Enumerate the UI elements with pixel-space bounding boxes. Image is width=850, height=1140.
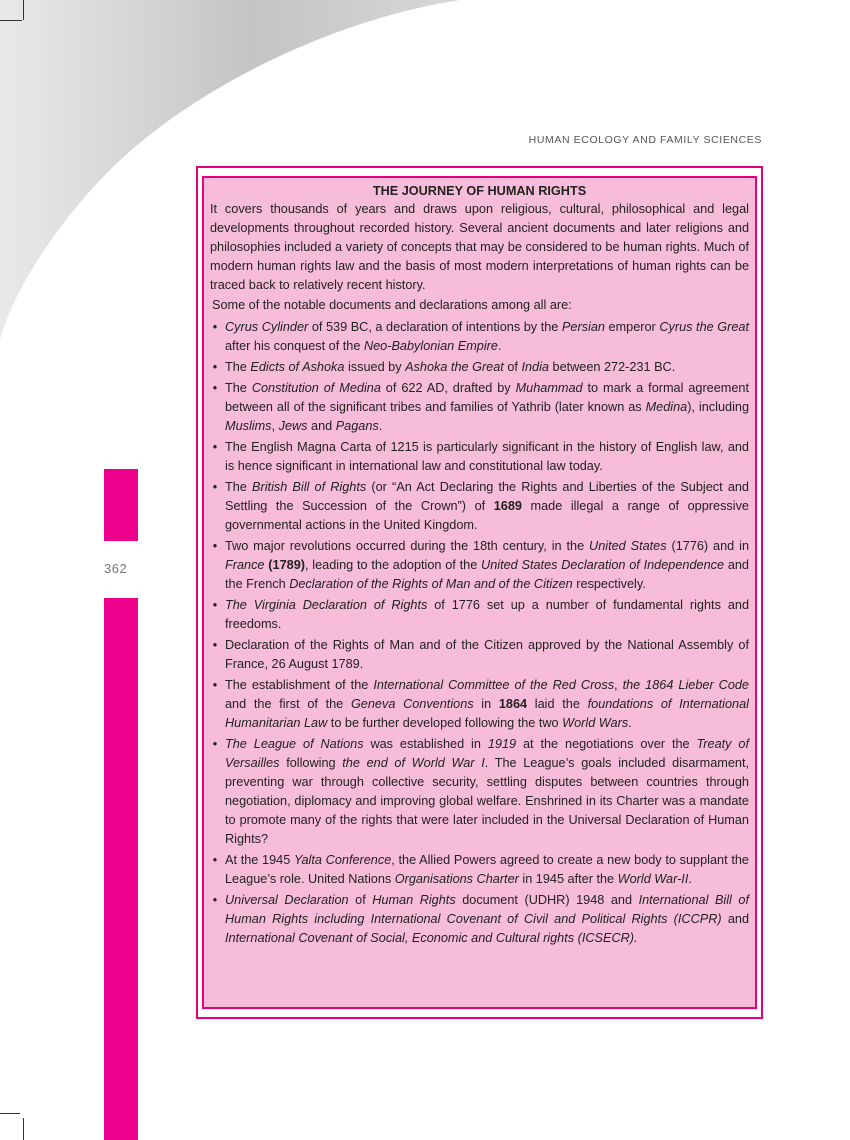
list-item-text: The establishment of the [225, 678, 374, 692]
list-item-text: Neo-Babylonian Empire [363, 339, 498, 353]
list-item-text: laid the [527, 697, 588, 711]
list-item-text: of 622 AD, drafted by [380, 381, 516, 395]
list-item-text: in 1945 after the [518, 872, 618, 886]
list-item-text: emperor [604, 320, 660, 334]
list-item-text: to mark a formal agreement between all of the significant tribes and families of Yathrib (later known as [225, 381, 750, 414]
list-item-text: of 539 BC, a declaration of intentions by the [308, 320, 562, 334]
crop-mark-top-left-v [23, 0, 24, 20]
list-item [210, 596, 749, 634]
list-item-text: Declaration of the Rights of Man and of the Citizen approved by the National Assembly of France, 26 August 1789. [225, 638, 749, 671]
list-item [210, 891, 749, 948]
list-item [210, 478, 749, 535]
list-item-text: International Bill of Human Rights including International Covenant of Civil and Political Rights (ICCPR) [225, 893, 749, 926]
list-item [210, 438, 749, 476]
list-item-text: At the 1945 [225, 853, 294, 867]
list-item-text: the end of World War I [342, 756, 485, 770]
list-item-text: to be further developed following the two [327, 716, 563, 730]
list-item-text: . The League’s goals included disarmament, preventing war through collective security, settling disputes between countries through negotiation, diplomacy and improving global welfare. Enshrined in its Charter was a mandate to promote many of the rights that were later included in the Universal Declaration of Human Rights? [225, 756, 749, 846]
bullet-icon: • [212, 440, 218, 454]
list-item-text: the 1864 Lieber Code [622, 678, 749, 692]
list-item [210, 851, 749, 889]
list-item-text: at the negotiations over the [516, 737, 697, 751]
list-item-text: . [378, 419, 383, 433]
crop-mark-top-left-h [0, 20, 22, 21]
list-item-text: made illegal a range of oppressive governmental actions in the United Kingdom. [225, 499, 749, 532]
list-item-text: foundations of International Humanitarian Law [225, 697, 749, 730]
list-item-text: Ashoka the Great [405, 360, 504, 374]
list-item-text: and the French [225, 558, 749, 591]
list-item-text: 1864 [498, 697, 528, 711]
list-item [210, 636, 749, 674]
bullet-icon: • [212, 893, 218, 907]
list-item-text: ), including [687, 400, 749, 414]
list-item-text: . [688, 872, 692, 886]
list-item-text: The Virginia Declaration of Rights [225, 598, 428, 612]
list-item-text: The [225, 360, 251, 374]
list-item-text: Jews [278, 419, 308, 433]
info-box-frame [196, 166, 763, 1019]
declarations-list [210, 318, 749, 948]
list-item-text: Constitution of Medina [251, 381, 381, 395]
list-item-text: International Committee of the Red Cross [373, 678, 615, 692]
list-item-text: Yalta Conference [293, 853, 392, 867]
list-item-text: The League of Nations [225, 737, 364, 751]
list-item [210, 379, 749, 436]
bullet-icon: • [212, 360, 218, 374]
bullet-icon: • [212, 539, 218, 553]
list-item [210, 537, 749, 594]
list-item-text: document (UDHR) 1948 and [455, 893, 639, 907]
list-item-text: The [225, 480, 253, 494]
list-item-text: India [521, 360, 549, 374]
list-item-text: Persian [561, 320, 605, 334]
bullet-icon: • [212, 853, 218, 867]
list-item-text: issued by [344, 360, 406, 374]
list-item-text: World Wars [562, 716, 629, 730]
list-item-text: following [279, 756, 343, 770]
list-item-text: (or “An Act Declaring the Rights and Liberties of the Subject and Settling the Succession of the Crown”) of [225, 480, 749, 513]
list-item-text: (1789) [268, 558, 305, 572]
list-item-text: United States Declaration of Independence [481, 558, 725, 572]
list-item-text: International Covenant of Social, Economic and Cultural rights (ICSECR). [225, 931, 638, 945]
list-item-text: Declaration of the Rights of Man and of the Citizen [289, 577, 573, 591]
list-item [210, 735, 749, 849]
running-head: HUMAN ECOLOGY AND FAMILY SCIENCES [528, 134, 762, 146]
box-intro: It covers thousands of years and draws upon religious, cultural, philosophical and legal developments throughout recorded history. Several ancient documents and later religions and philosophies included a variety of concepts that may be considered to be human rights. Much of modern human rights law and the basis of most modern interpretations of human rights can be traced back to relatively recent history. [210, 202, 749, 292]
list-item-text: Organisations Charter [394, 872, 519, 886]
list-item-text: Treaty of Versailles [225, 737, 750, 770]
list-item-text: was established in [363, 737, 488, 751]
bullet-icon: • [212, 480, 218, 494]
list-item-text: respectively. [572, 577, 646, 591]
crop-mark-bottom-left-h [0, 1113, 20, 1114]
list-item-text: Human Rights [372, 893, 456, 907]
list-item-text: United States [589, 539, 667, 553]
list-item-text: (1776) and in [666, 539, 749, 553]
list-item-text: , leading to the adoption of the [304, 558, 482, 572]
list-item-text: Cyrus Cylinder [225, 320, 309, 334]
list-item-text: The English Magna Carta of 1215 is particularly significant in the history of English law, and is hence significant in international law and constitutional law today. [225, 440, 749, 473]
list-item-text: Cyrus the Great [659, 320, 749, 334]
list-item [210, 318, 749, 356]
list-item-text: of [503, 360, 522, 374]
list-item [210, 358, 749, 377]
bullet-icon: • [212, 638, 218, 652]
bullet-icon: • [212, 737, 218, 751]
list-item-text: and the first of the [225, 697, 351, 711]
bullet-icon: • [212, 320, 218, 334]
list-item [210, 676, 749, 733]
crop-mark-bottom-left-v [23, 1118, 24, 1140]
list-item-text: Pagans [335, 419, 379, 433]
list-item-text: Two major revolutions occurred during the 18th century, in the [225, 539, 590, 553]
list-item-text: between 272-231 BC. [548, 360, 676, 374]
list-item-text: and [721, 912, 749, 926]
page-number: 362 [104, 561, 128, 576]
list-item-text: Muslims [225, 419, 272, 433]
list-item-text: The [225, 381, 252, 395]
bullet-icon: • [212, 598, 218, 612]
box-lead-in: Some of the notable documents and declarations among all are: [212, 298, 572, 312]
list-item-text: Edicts of Ashoka [250, 360, 345, 374]
list-item-text: Geneva Conventions [350, 697, 474, 711]
list-item-text: 1689 [493, 499, 522, 513]
list-item-text: in [473, 697, 499, 711]
list-item-text: Muhammad [515, 381, 583, 395]
list-item-text: , the Allied Powers agreed to create a new body to supplant the League’s role. United Nations [225, 853, 749, 886]
list-item-text: British Bill of Rights [252, 480, 367, 494]
list-item-text: , [614, 678, 623, 692]
box-title: THE JOURNEY OF HUMAN RIGHTS [372, 184, 587, 198]
list-item-text: of 1776 set up a number of fundamental rights and freedoms. [225, 598, 749, 631]
list-item-text: . [497, 339, 502, 353]
info-box [202, 176, 757, 1009]
bullet-icon: • [212, 381, 218, 395]
list-item-text: and [307, 419, 336, 433]
list-item-text: after his conquest of the [225, 339, 364, 353]
list-item-text: World War-II [617, 872, 689, 886]
list-item-text: . [628, 716, 632, 730]
list-item-text: of [348, 893, 373, 907]
list-item-text: , [271, 419, 279, 433]
list-item-text: Universal Declaration [225, 893, 349, 907]
list-item-text: France [225, 558, 265, 572]
list-item-text: 1919 [487, 737, 517, 751]
list-item-text: Medina [645, 400, 688, 414]
bullet-icon: • [212, 678, 218, 692]
side-bar-upper [104, 469, 138, 541]
side-bar-lower [104, 598, 138, 1140]
